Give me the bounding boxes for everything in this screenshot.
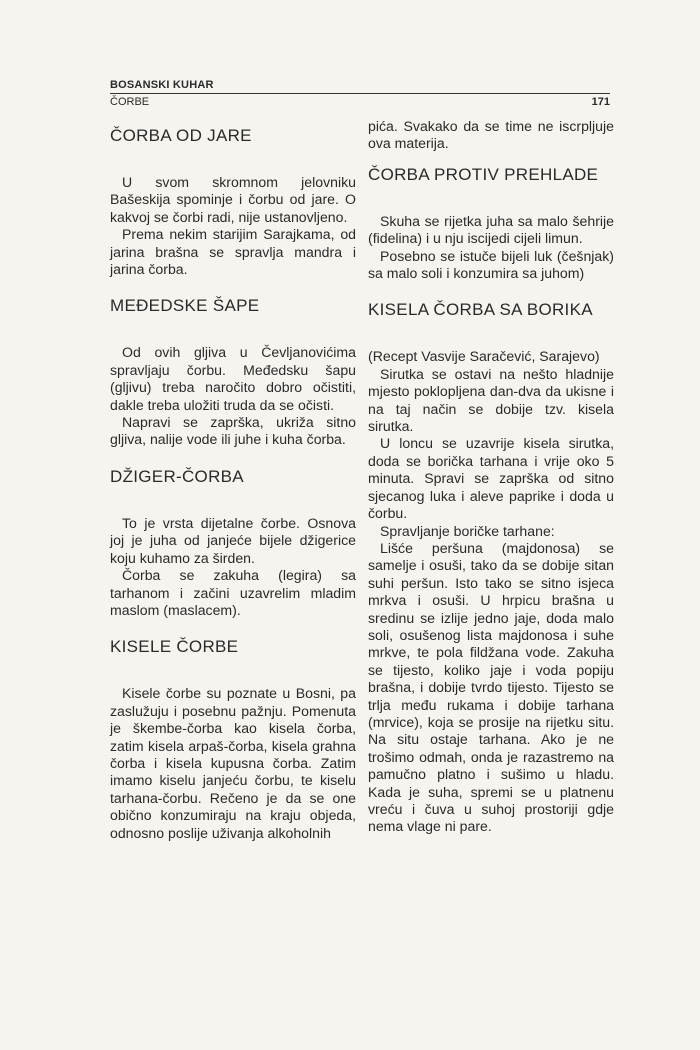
paragraph: Napravi se zaprška, ukriža sitno gljiva, nalije vode ili juhe i kuha čorba. — [110, 414, 356, 448]
paragraph: Posebno se istuče bijeli luk (češnjak) sa malo soli i konzumira sa juhom) — [368, 247, 614, 282]
section-title-kisele-corbe: KISELE ČORBE — [110, 637, 239, 657]
section-title-corba-od-jare: ČORBA OD JARE — [110, 126, 252, 145]
page-number: 171 — [591, 96, 610, 108]
running-header-section: ČORBE — [110, 96, 150, 108]
running-header-title: BOSANSKI KUHAR — [110, 79, 214, 91]
paragraph: To je vrsta dijetalne čorbe. Osnova joj je juha od janjeće bijele džigerice koju kuhamo za širden. — [110, 514, 356, 566]
paragraph: Od ovih gljiva u Čevljanovićima spravljaju čorbu. Međedsku šapu (gljivu) treba naročito dobro očistiti, dakle treba uložiti truda da se očisti. — [110, 344, 356, 413]
left-column — [110, 118, 356, 842]
paragraph: U svom skromnom jelovniku Bašeskija spominje i čorbu od jare. O kakvoj se čorbi radi, nije ustanovljeno. — [110, 174, 356, 225]
section-title-corba-protiv-prehlade: ČORBA PROTIV PREHLADE — [368, 164, 599, 184]
recipe-source: (Recept Vasvije Saračević, Sarajevo) — [368, 348, 600, 365]
header-rule — [110, 93, 610, 94]
paragraph: Spravljanje boričke tarhane: — [380, 522, 555, 539]
paragraph: U loncu se uzavrije kisela sirutka, doda se borička tarhana i vrije oko 5 minuta. Spravi se zaprška od sitno sjecanog luka i aleve paprike i doda u čorbu. — [368, 435, 614, 522]
right-column — [368, 118, 614, 836]
paragraph: Lišće peršuna (majdonosa) se samelje i osuši, tako da se dobije sitan suhi peršun. Isto tako se sitno isjeca mrkva i osuši. U hrpicu brašna u sredinu se izlije jedno jaje, doda malo soli, osušenog lista majdonosa i suhe mrkve, te pola fildžana vode. Zakuha se tijesto, koliko jaje i voda popiju brašna, i dobije tvrdo tijesto. Tijesto se trlja među rukama i dobije tarhana (mrvice), koja se prosije na rijetku situ. Na situ ostaje tarhana. Ako je ne trošimo odmah, onda je razastremo na pamučno platno i sušimo u hladu. Kada je suha, spremi se u platnenu vreću i čuva u suhoj prostoriji gdje nema vlage ni pare. — [368, 539, 614, 835]
paragraph: Kisele čorbe su poznate u Bosni, pa zaslužuju i posebnu pažnju. Pomenuta je škembe-čorba kao kisela čorba, zatim kisela arpaš-čorba, kisela grahna čorba i kisela kupusna čorba. Zatim imamo kiselu janjeću čorbu, te kiselu tarhana-čorbu. Rečeno je da se one obično konzumiraju na kraju objeda, odnosno poslije uživanja alkoholnih — [110, 685, 356, 841]
paragraph: Prema nekim starijim Sarajkama, od jarina brašna se spravlja mandra i jarina čorba. — [110, 226, 356, 278]
paragraph: Čorba se zakuha (legira) sa tarhanom i začini uzavrelim mladim maslom (maslacem). — [110, 567, 356, 618]
paragraph-continued: pića. Svakako da se time ne iscrpljuje ova materija. — [368, 118, 614, 152]
section-title-medjedske-sape: MEĐEDSKE ŠAPE — [110, 296, 260, 316]
paragraph: Sirutka se ostavi na nešto hladnije mjesto poklopljena dan-dva da ukisne i na taj način se dobije tzv. kisela sirutka. — [368, 365, 614, 435]
paragraph: Skuha se rijetka juha sa malo šehrije (fidelina) i u nju iscijedi cijeli limun. — [368, 212, 614, 247]
section-title-kisela-corba-sa-borika: KISELA ČORBA SA BORIKA — [368, 300, 593, 320]
section-title-dziger-corba: DŽIGER-ČORBA — [110, 466, 244, 486]
